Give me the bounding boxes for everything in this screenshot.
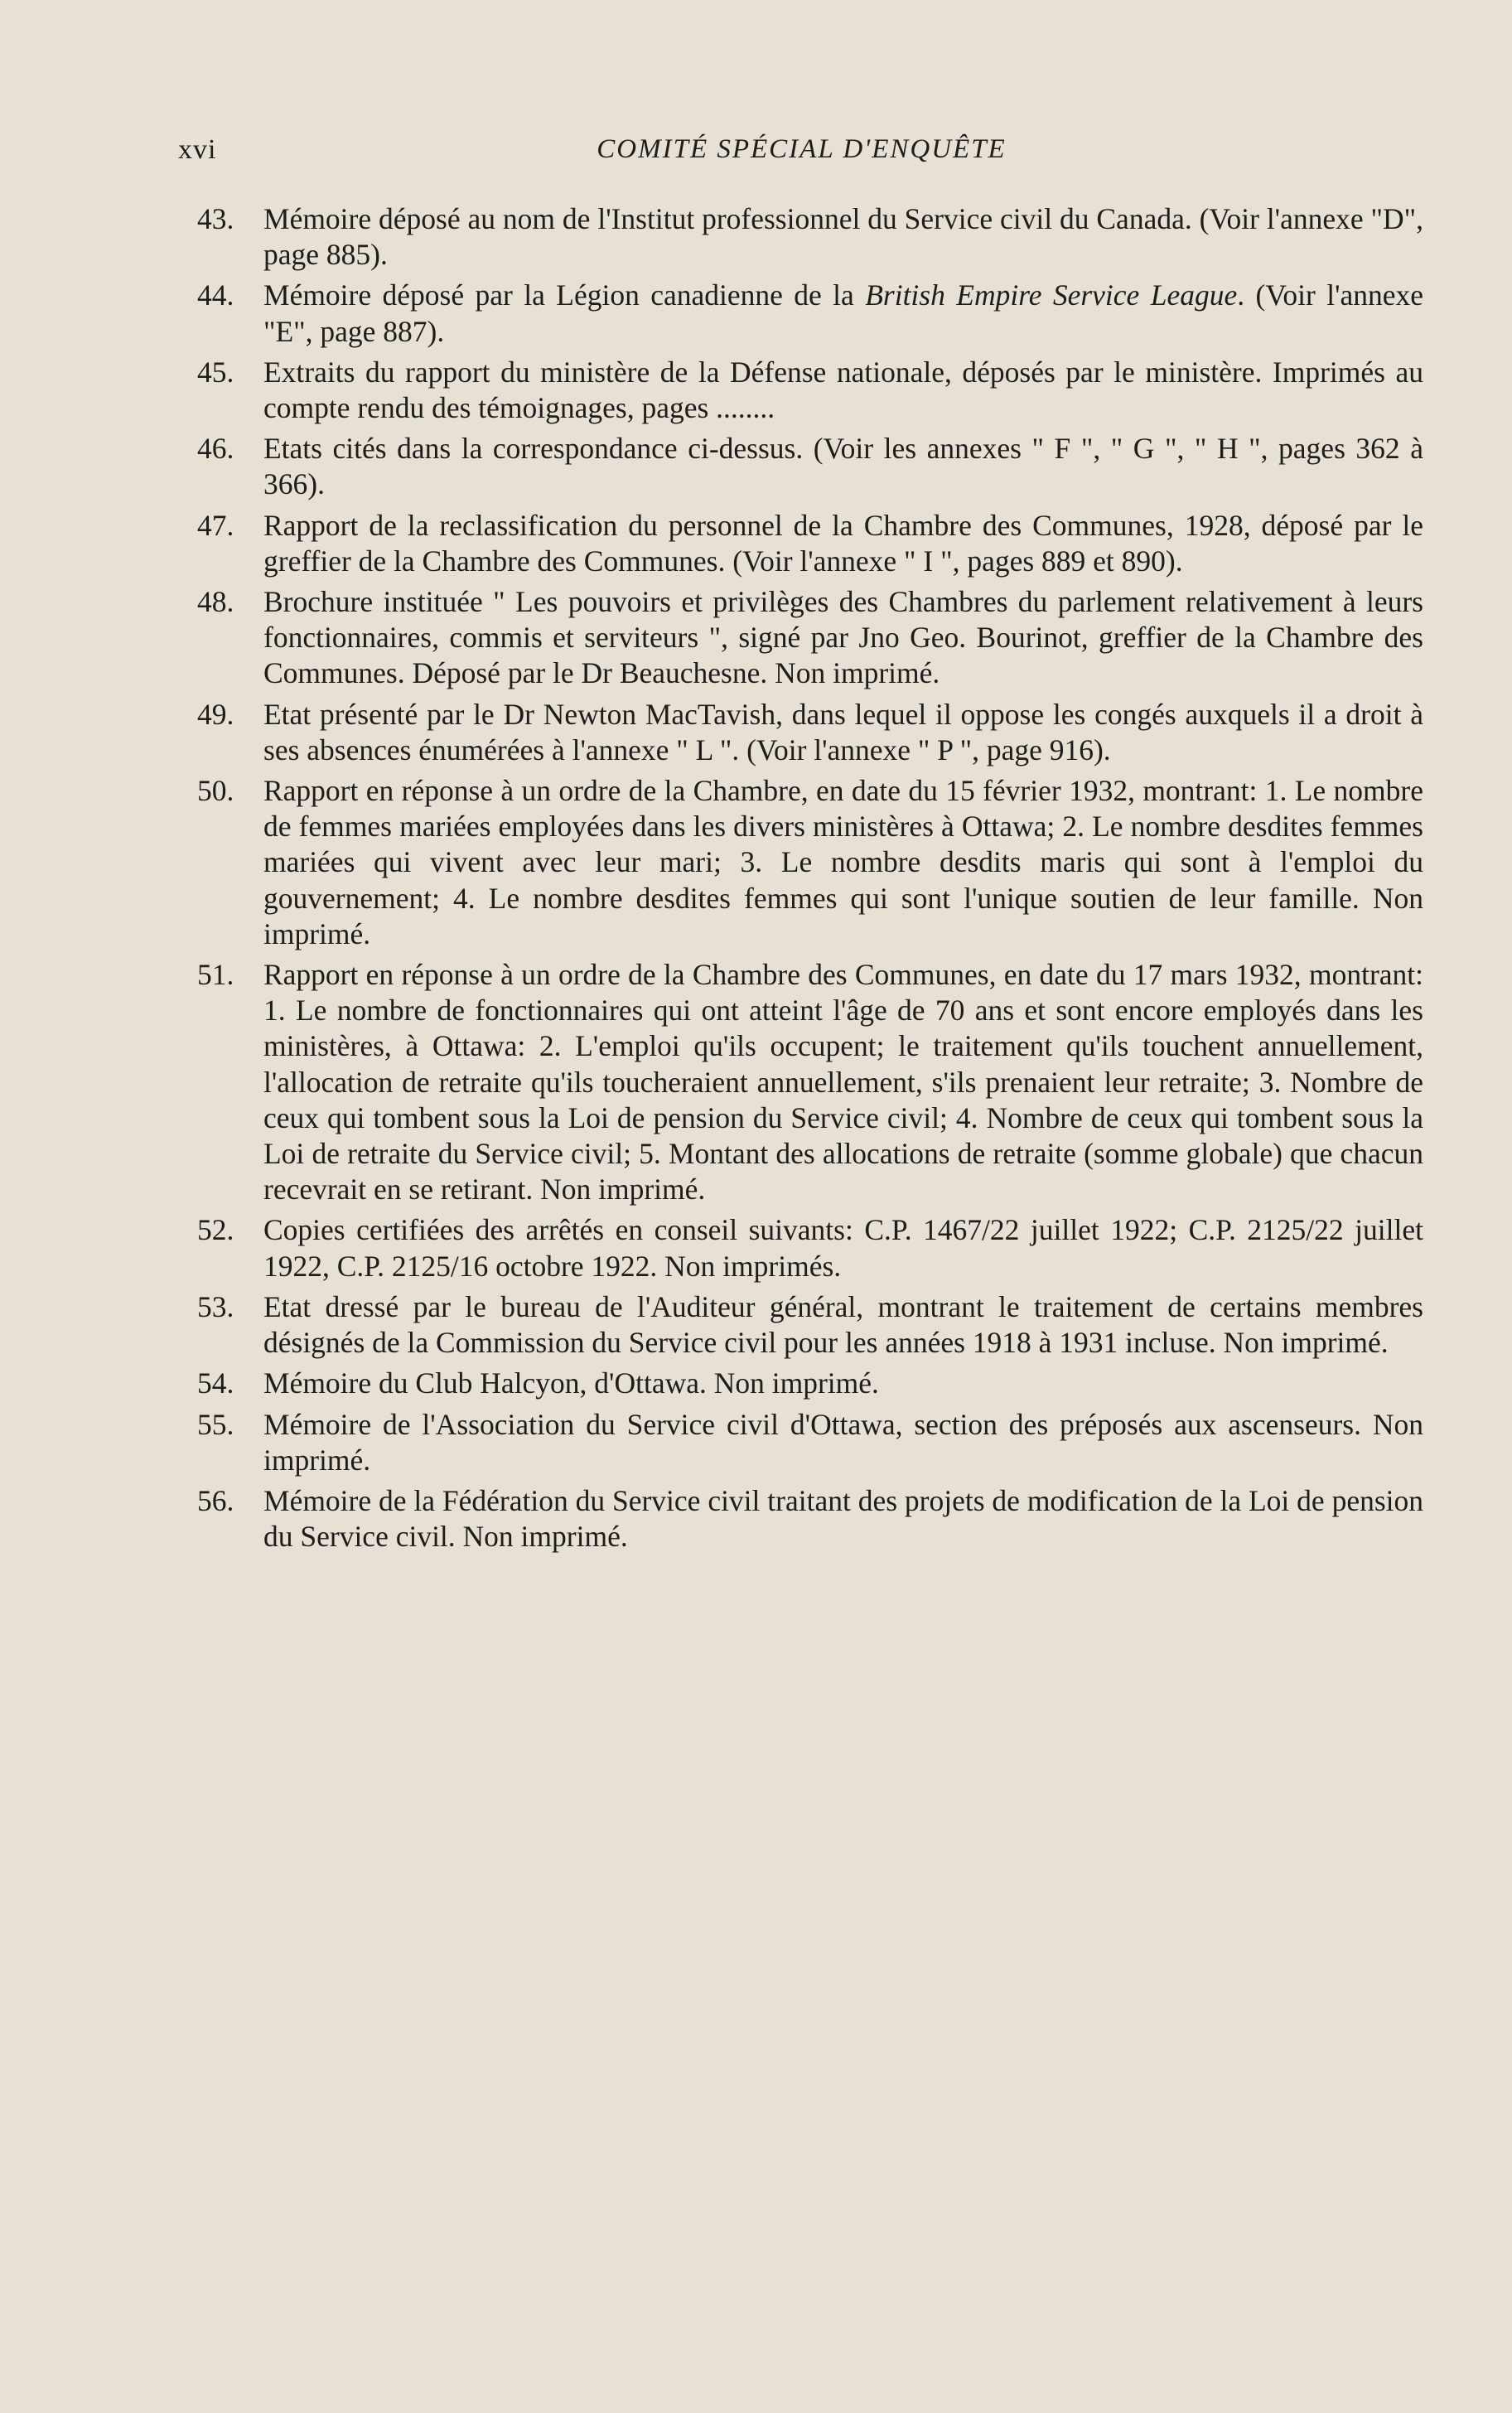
item-number: 45. xyxy=(197,355,234,389)
list-item xyxy=(197,1212,1423,1284)
text-segment: Etats cités dans la correspondance ci-dessus. (Voir les annexes " F ", " G ", " H ", pages 362 à 366). xyxy=(263,432,1423,501)
list-item xyxy=(197,278,1423,349)
item-text xyxy=(263,508,1423,579)
text-segment: Rapport en réponse à un ordre de la Chambre, en date du 15 février 1932, montrant: 1. Le nombre de femmes mariées employées dans les divers ministères à Ottawa; 2. Le nombre desdites femmes mariées qui vivent avec leur mari; 3. Le nombre desdits maris qui sont à l'emploi du gouvernement; 4. Le nombre desdites femmes qui sont l'unique soutien de leur famille. Non imprimé. xyxy=(263,774,1423,950)
item-text xyxy=(263,1483,1423,1555)
list-item xyxy=(197,1289,1423,1361)
item-text xyxy=(263,201,1423,273)
text-segment: Copies certifiées des arrêtés en conseil suivants: C.P. 1467/22 juillet 1922; C.P. 2125/22 juillet 1922, C.P. 2125/16 octobre 1922. Non imprimés. xyxy=(263,1213,1423,1283)
item-text xyxy=(263,1212,1423,1284)
item-number: 49. xyxy=(197,697,234,731)
item-number: 56. xyxy=(197,1483,234,1517)
document-item-list xyxy=(197,201,1423,1560)
item-text xyxy=(263,278,1423,349)
item-number: 54. xyxy=(197,1366,234,1400)
item-number: 51. xyxy=(197,958,234,992)
item-number: 46. xyxy=(197,432,234,466)
list-item xyxy=(197,697,1423,768)
item-number: 44. xyxy=(197,278,234,312)
list-item xyxy=(197,957,1423,1207)
item-text xyxy=(263,697,1423,768)
list-item xyxy=(197,508,1423,579)
item-number: 47. xyxy=(197,508,234,542)
text-segment: Etat dressé par le bureau de l'Auditeur général, montrant le traitement de certains membres désignés de la Commission du Service civil pour les années 1918 à 1931 incluse. Non imprimé. xyxy=(263,1289,1423,1360)
page-number: xvi xyxy=(178,134,217,165)
item-text xyxy=(263,1366,1423,1401)
text-segment: Rapport de la reclassification du personnel de la Chambre des Communes, 1928, déposé par le greffier de la Chambre des Communes. (Voir l'annexe " I ", pages 889 et 890). xyxy=(263,508,1423,578)
list-item xyxy=(197,773,1423,952)
text-segment: Rapport en réponse à un ordre de la Chambre des Communes, en date du 17 mars 1932, montrant: 1. Le nombre de fonctionnaires qui ont atteint l'âge de 70 ans et sont encore employés dans les ministères, à Ottawa: 2. L'emploi qu'ils occupent; le traitement qu'ils touchent annuellement, l'allocation de retraite qu'ils toucheraient annuellement, s'ils prenaient leur retraite; 3. Nombre de ceux qui tombent sous la Loi de pension du Service civil; 4. Nombre de ceux qui tombent sous la Loi de retraite du Service civil; 5. Montant des allocations de retraite (somme globale) que chacun recevrait en se retirant. Non imprimé. xyxy=(263,958,1423,1206)
list-item xyxy=(197,201,1423,273)
text-segment: Brochure instituée " Les pouvoirs et privilèges des Chambres du parlement relativement à leurs fonctionnaires, commis et serviteurs ", signé par Jno Geo. Bourinot, greffier de la Chambre des Communes. Déposé par le Dr Beauchesne. Non imprimé. xyxy=(263,585,1423,690)
item-number: 50. xyxy=(197,774,234,808)
item-text xyxy=(263,1407,1423,1478)
text-segment: Mémoire déposé au nom de l'Institut professionnel du Service civil du Canada. (Voir l'annexe "D", page 885). xyxy=(263,202,1423,272)
item-number: 52. xyxy=(197,1213,234,1247)
italic-segment: British Empire Service League xyxy=(865,278,1238,312)
list-item xyxy=(197,355,1423,426)
item-text xyxy=(263,957,1423,1207)
list-item xyxy=(197,1366,1423,1401)
running-title: COMITÉ SPÉCIAL D'ENQUÊTE xyxy=(597,134,1007,164)
list-item xyxy=(197,431,1423,502)
text-segment: . (Voir l'annexe "E", page 887). xyxy=(263,278,1423,348)
item-text xyxy=(263,1289,1423,1361)
item-number: 48. xyxy=(197,585,234,619)
page-header xyxy=(178,134,1425,176)
item-text xyxy=(263,355,1423,426)
text-segment: Etat présenté par le Dr Newton MacTavish, dans lequel il oppose les congés auxquels il a droit à ses absences énumérées à l'annexe " L ". (Voir l'annexe " P ", page 916). xyxy=(263,697,1423,766)
item-text xyxy=(263,584,1423,692)
item-number: 53. xyxy=(197,1289,234,1323)
item-number: 55. xyxy=(197,1407,234,1441)
list-item xyxy=(197,1483,1423,1555)
text-segment: Mémoire déposé par la Légion canadienne de la xyxy=(263,278,866,312)
text-segment: Mémoire de l'Association du Service civil d'Ottawa, section des préposés aux ascenseurs. Non imprimé. xyxy=(263,1407,1423,1477)
list-item xyxy=(197,584,1423,692)
text-segment: Mémoire du Club Halcyon, d'Ottawa. Non imprimé. xyxy=(263,1366,879,1400)
item-number: 43. xyxy=(197,202,234,235)
item-text xyxy=(263,773,1423,952)
text-segment: Mémoire de la Fédération du Service civil traitant des projets de modification de la Loi de pension du Service civil. Non imprimé. xyxy=(263,1483,1423,1554)
item-text xyxy=(263,431,1423,502)
text-segment: Extraits du rapport du ministère de la Défense nationale, déposés par le ministère. Imprimés au compte rendu des témoignages, pages ........ xyxy=(263,355,1423,425)
list-item xyxy=(197,1407,1423,1478)
